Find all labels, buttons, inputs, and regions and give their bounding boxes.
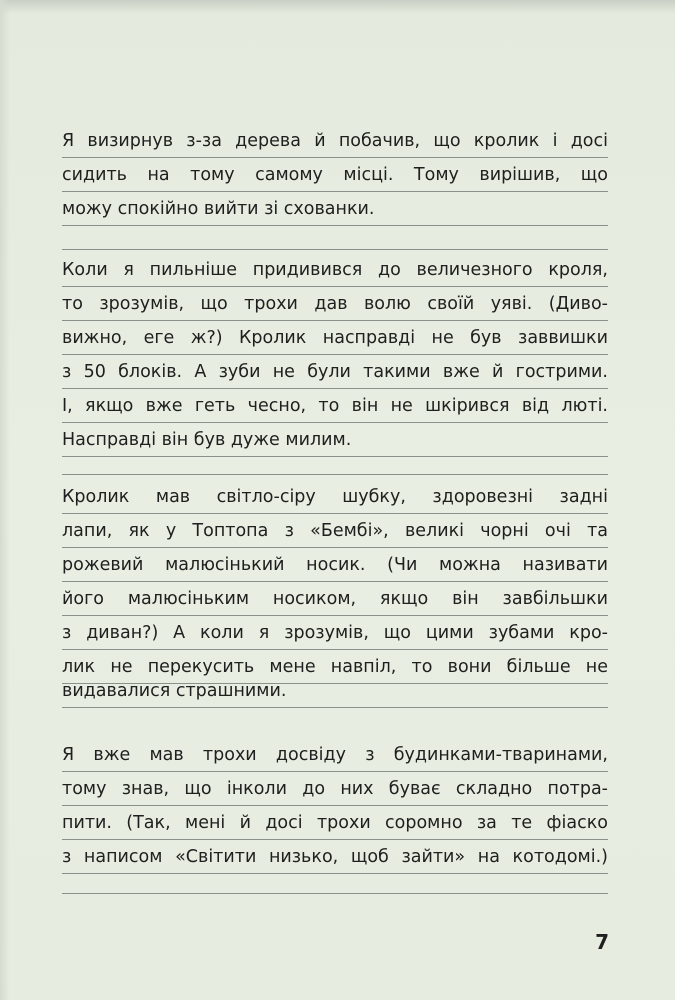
page-number: 7 <box>595 930 609 954</box>
paragraph-2-line-1: Коли я пильніше придивився до величезного кроля, <box>62 255 608 287</box>
blank-rule <box>62 443 608 475</box>
paragraph-2-line-3: вижно, еге ж?) Кролик насправді не був заввишки <box>62 323 608 355</box>
page-gutter-shadow <box>0 0 10 1000</box>
paragraph-2-line-4: з 50 блоків. А зуби не були такими вже й гострими. <box>62 357 608 389</box>
blank-rule <box>62 218 608 250</box>
paragraph-3-line-5: з диван?) А коли я зрозумів, що цими зубами кро- <box>62 618 608 650</box>
paragraph-2-line-2: то зрозумів, що трохи дав волю своїй уяві. (Диво- <box>62 289 608 321</box>
paragraph-3-line-6: лик не перекусить мене навпіл, то вони більше не <box>62 652 608 684</box>
paragraph-1-line-2: сидить на тому самому місці. Тому вирішив, що <box>62 160 608 192</box>
blank-rule <box>62 862 608 894</box>
paragraph-3-line-4: його малюсіньким носиком, якщо він завбільшки <box>62 584 608 616</box>
paragraph-4-line-1: Я вже мав трохи досвіду з будинками-тваринами, <box>62 740 608 772</box>
paragraph-1-line-1: Я визирнув з-за дерева й побачив, що кролик і досі <box>62 126 608 158</box>
paragraph-1-line-3: можу спокійно вийти зі схованки. <box>62 194 608 226</box>
paragraph-3-line-7: видавалися страшними. <box>62 676 608 708</box>
paragraph-3-line-2: лапи, як у Топтопа з «Бембі», великі чорні очі та <box>62 516 608 548</box>
paragraph-3-line-1: Кролик мав світло-сіру шубку, здоровезні задні <box>62 482 608 514</box>
paragraph-2-line-6: Насправді він був дуже милим. <box>62 425 608 457</box>
paragraph-2-line-5: І, якщо вже геть чесно, то він не шкірився від люті. <box>62 391 608 423</box>
paragraph-4-line-3: пити. (Так, мені й досі трохи соромно за те фіаско <box>62 808 608 840</box>
paragraph-3-line-3: рожевий малюсінький носик. (Чи можна називати <box>62 550 608 582</box>
paragraph-4-line-2: тому знав, що інколи до них буває складно потра- <box>62 774 608 806</box>
paragraph-4-line-4: з написом «Світити низько, щоб зайти» на котодомі.) <box>62 842 608 874</box>
page-top-shadow <box>0 0 675 14</box>
